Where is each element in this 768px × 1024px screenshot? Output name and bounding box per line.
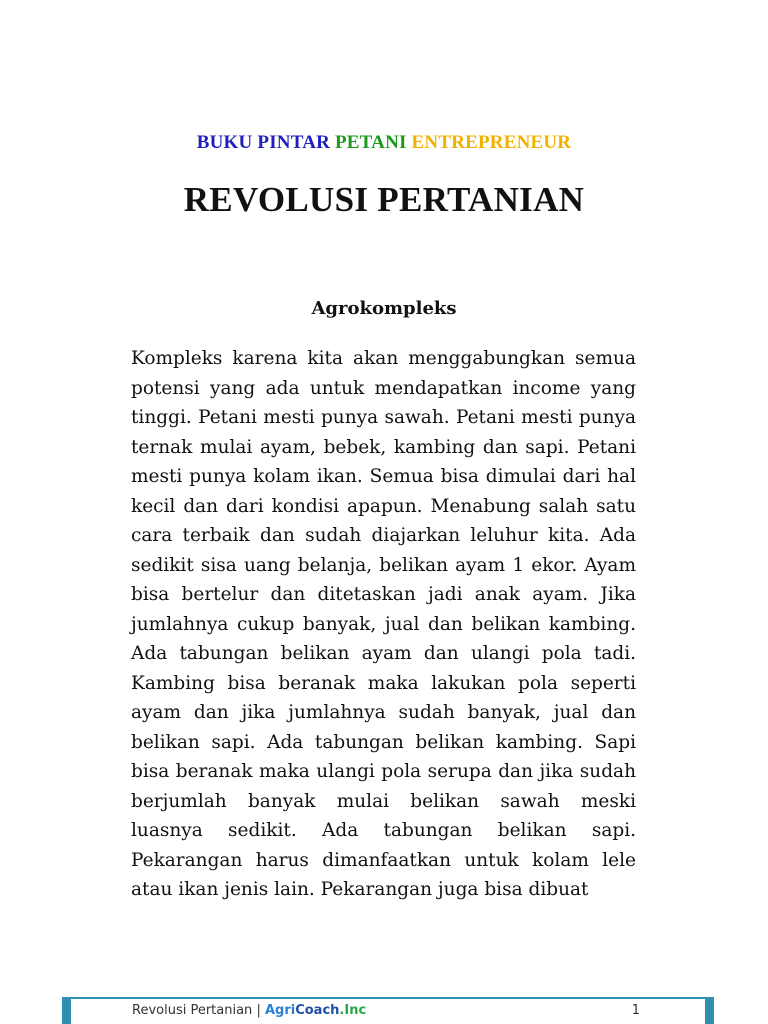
footer-divider — [62, 997, 714, 999]
footer-right-bar — [705, 998, 714, 1024]
series-title — [0, 132, 768, 154]
document-title: REVOLUSI PERTANIAN — [183, 180, 585, 219]
footer-brand-part-3: .Inc — [339, 1003, 367, 1018]
footer-brand-part-1: Agri — [264, 1003, 296, 1018]
page-number: 1 — [631, 1003, 640, 1018]
footer-left-bar — [62, 998, 71, 1024]
footer-running-title — [132, 1003, 366, 1018]
footer-title: Revolusi Pertanian — [132, 1003, 253, 1018]
series-title-part-3: ENTREPRENEUR — [411, 132, 572, 153]
series-title-part-2: PETANI — [335, 132, 407, 153]
series-title-part-1: BUKU PINTAR — [196, 132, 331, 153]
body-paragraph: Kompleks karena kita akan menggabungkan semua potensi yang ada untuk mendapatkan income yang tinggi. Petani mesti punya sawah. Petani mesti punya ternak mulai ayam, bebek, kambing dan sapi. Petani mesti punya kolam ikan. Semua bisa dimulai dari hal kecil dan dari kondisi apapun. Menabung salah satu cara terbaik dan sudah diajarkan leluhur kita. Ada sedikit sisa uang belanja, belikan ayam 1 ekor. Ayam bisa bertelur dan ditetaskan jadi anak ayam. Jika jumlahnya cukup banyak, jual dan belikan kambing. Ada tabungan belikan ayam dan ulangi pola tadi. Kambing bisa beranak maka lakukan pola seperti ayam dan jika jumlahnya sudah banyak, jual dan belikan sapi. Ada tabungan belikan kambing. Sapi bisa beranak maka ulangi pola serupa dan jika sudah berjumlah banyak mulai belikan sawah meski luasnya sedikit. Ada tabungan belikan sapi. Pekarangan harus dimanfaatkan untuk kolam lele atau ikan jenis lain. Pekarangan juga bisa dibuat — [131, 348, 636, 900]
section-heading: Agrokompleks — [311, 298, 457, 319]
footer-brand-part-2: Coach — [295, 1003, 340, 1018]
footer-separator: | — [252, 1003, 265, 1018]
